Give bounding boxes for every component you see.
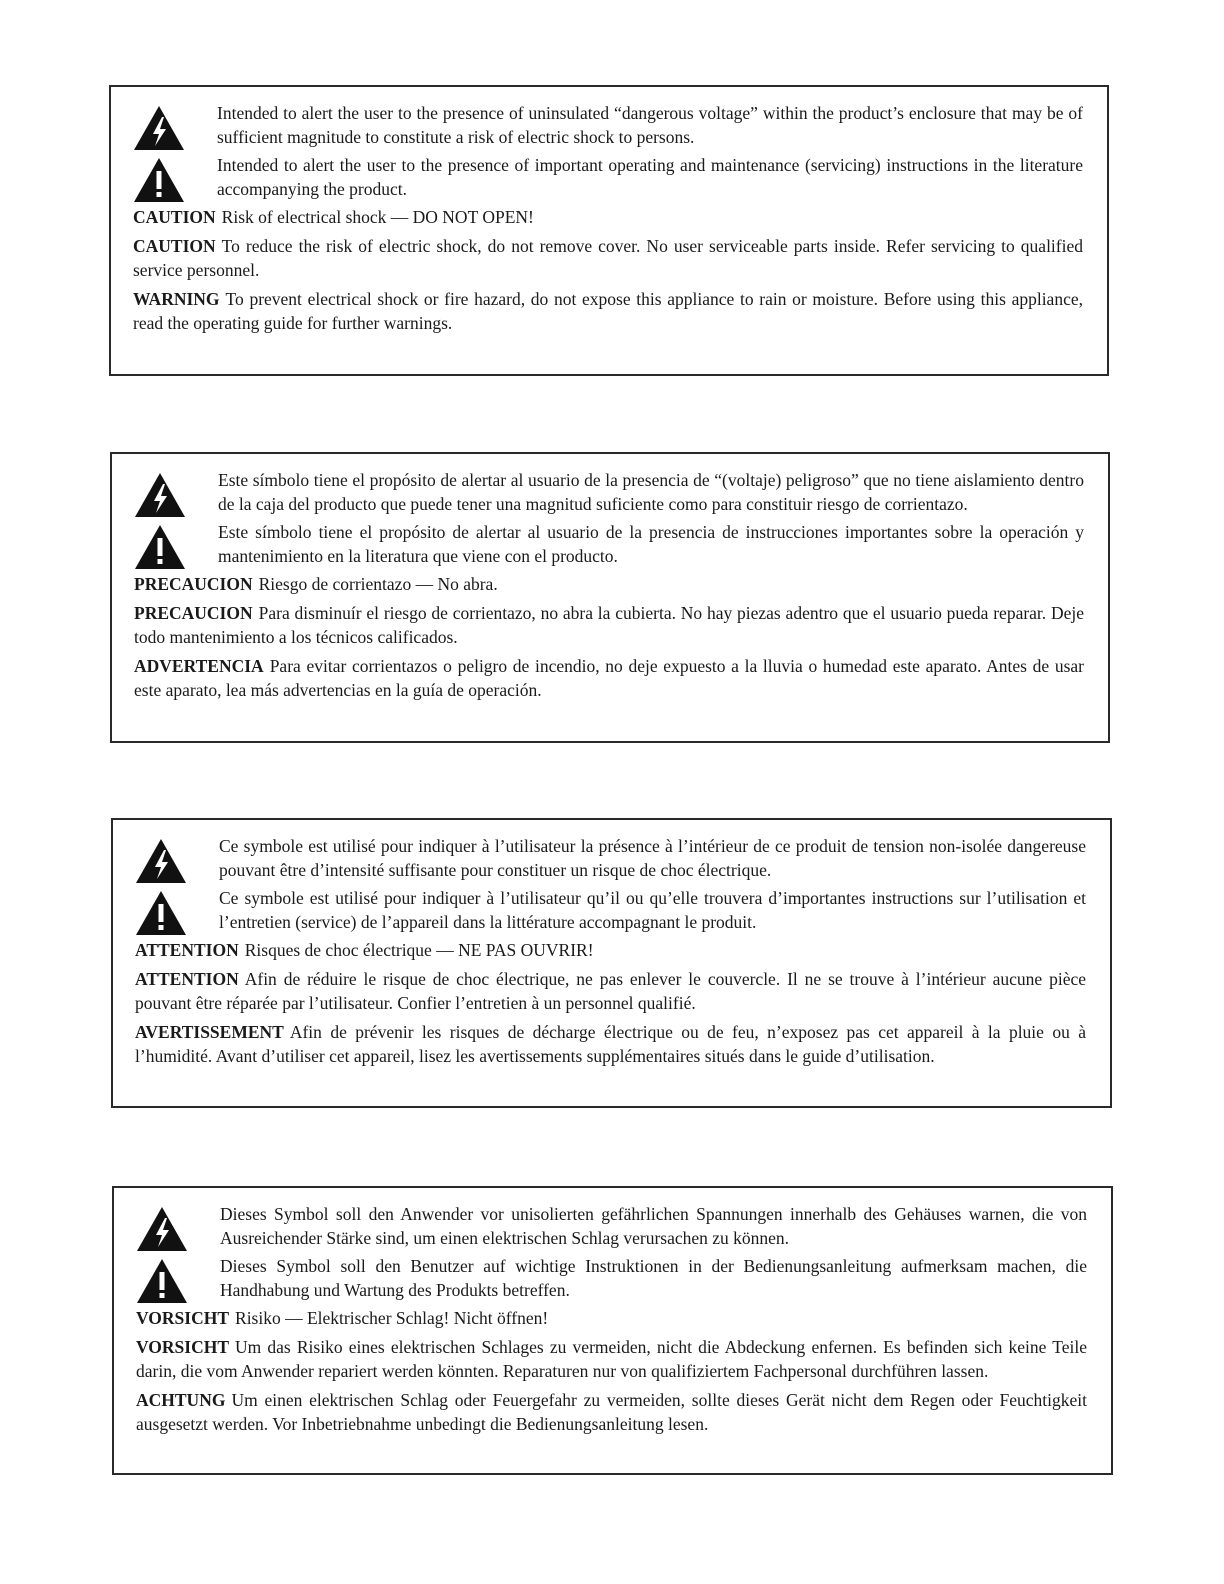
lightning-triangle-icon bbox=[133, 105, 185, 151]
caution-text: Um das Risiko eines elektrischen Schlages zu vermeiden, nicht die Abdeckung enfernen. Es befinden sich keine Teile darin, die vom Anwender repariert werden könnten. Reparaturen nur von qualifiziertem Fachpersonal durchführen lassen. bbox=[136, 1337, 1087, 1381]
caution-label: CAUTION bbox=[133, 236, 216, 256]
safety-box-german bbox=[112, 1186, 1113, 1475]
lightning-triangle-icon bbox=[136, 1206, 188, 1252]
warning-label: ACHTUNG bbox=[136, 1390, 226, 1410]
caution-label: VORSICHT bbox=[136, 1308, 230, 1328]
exclamation-triangle-icon bbox=[135, 890, 187, 936]
safety-box-french bbox=[111, 818, 1112, 1108]
symbol-row-instructions bbox=[135, 886, 1086, 934]
caution-paragraph bbox=[133, 234, 1083, 282]
warning-label: AVERTISSEMENT bbox=[135, 1022, 284, 1042]
warning-text: To prevent electrical shock or fire hazard, do not expose this appliance to rain or moisture. Before using this appliance, read the operating guide for further warnings. bbox=[133, 289, 1083, 333]
caution-paragraph bbox=[134, 572, 1084, 596]
caution-label: PRECAUCION bbox=[134, 574, 253, 594]
symbol-row-instructions bbox=[136, 1254, 1087, 1302]
symbol-row-voltage bbox=[134, 468, 1084, 516]
caution-text: Risiko — Elektrischer Schlag! Nicht öffnen! bbox=[235, 1308, 549, 1328]
warning-paragraph bbox=[135, 1020, 1086, 1068]
caution-text: Risques de choc électrique — NE PAS OUVRIR! bbox=[244, 940, 594, 960]
warning-paragraph bbox=[133, 287, 1083, 335]
caution-text: Para disminuír el riesgo de corrientazo, no abra la cubierta. No hay piezas adentro que el usuario pueda reparar. Deje todo mantenimiento a los técnicos calificados. bbox=[134, 603, 1084, 647]
caution-label: VORSICHT bbox=[136, 1337, 230, 1357]
caution-text: Afin de réduire le risque de choc électrique, ne pas enlever le couvercle. Il ne se trouve à l’intérieur aucune pièce pouvant être réparée par l’utilisateur. Confier l’entretien à un personnel qualifié. bbox=[135, 969, 1086, 1013]
symbol-voltage-text: Ce symbole est utilisé pour indiquer à l’utilisateur la présence à l’intérieur de ce produit de tension non-isolée dangereuse pouvant être d’intensité suffisante pour constituer un risque de choc électrique. bbox=[219, 836, 1086, 880]
caution-label: CAUTION bbox=[133, 207, 216, 227]
symbol-voltage-text: Intended to alert the user to the presence of uninsulated “dangerous voltage” within the product’s enclosure that may be of sufficient magnitude to constitute a risk of electric shock to persons. bbox=[217, 103, 1083, 147]
symbol-voltage-text: Este símbolo tiene el propósito de alertar al usuario de la presencia de “(voltaje) peligroso” que no tiene aislamiento dentro de la caja del producto que puede tener una magnitud suficiente como para constituir riesgo de corrientazo. bbox=[218, 470, 1084, 514]
warning-label: WARNING bbox=[133, 289, 220, 309]
symbol-instructions-text: Intended to alert the user to the presence of important operating and maintenance (servicing) instructions in the literature accompanying the product. bbox=[217, 155, 1083, 199]
caution-paragraph bbox=[135, 967, 1086, 1015]
caution-paragraph bbox=[134, 601, 1084, 649]
caution-text: Risk of electrical shock — DO NOT OPEN! bbox=[221, 207, 534, 227]
warning-paragraph bbox=[136, 1388, 1087, 1436]
warning-label: ADVERTENCIA bbox=[134, 656, 264, 676]
caution-text: Riesgo de corrientazo — No abra. bbox=[258, 574, 498, 594]
caution-label: ATTENTION bbox=[135, 969, 239, 989]
symbol-voltage-text: Dieses Symbol soll den Anwender vor unisolierten gefährlichen Spannungen innerhalb des Gehäuses warnen, die von Ausreichender Stärke sind, um einen elektrischen Schlag verursachen zu können. bbox=[220, 1204, 1087, 1248]
warning-paragraph bbox=[134, 654, 1084, 702]
lightning-triangle-icon bbox=[135, 838, 187, 884]
warning-text: Afin de prévenir les risques de décharge électrique ou de feu, n’exposez pas cet appareil à la pluie ou à l’humidité. Avant d’utiliser cet appareil, lisez les avertissements supplémentaires situés dans le guide d’utilisation. bbox=[135, 1022, 1086, 1066]
safety-box-spanish bbox=[110, 452, 1110, 743]
exclamation-triangle-icon bbox=[133, 157, 185, 203]
caution-label: PRECAUCION bbox=[134, 603, 253, 623]
caution-paragraph bbox=[135, 938, 1086, 962]
symbol-instructions-text: Este símbolo tiene el propósito de alertar al usuario de la presencia de instrucciones importantes sobre la operación y mantenimiento en la literatura que viene con el producto. bbox=[218, 522, 1084, 566]
caution-paragraph bbox=[136, 1306, 1087, 1330]
lightning-triangle-icon bbox=[134, 472, 186, 518]
warning-text: Um einen elektrischen Schlag oder Feuergefahr zu vermeiden, sollte dieses Gerät nicht dem Regen oder Feuchtigkeit ausgesetzt werden. Vor Inbetriebnahme unbedingt die Bedienungsanleitung lesen. bbox=[136, 1390, 1087, 1434]
caution-label: ATTENTION bbox=[135, 940, 239, 960]
exclamation-triangle-icon bbox=[134, 524, 186, 570]
symbol-row-instructions bbox=[133, 153, 1083, 201]
symbol-row-voltage bbox=[133, 101, 1083, 149]
caution-text: To reduce the risk of electric shock, do not remove cover. No user serviceable parts inside. Refer servicing to qualified service personnel. bbox=[133, 236, 1083, 280]
symbol-instructions-text: Ce symbole est utilisé pour indiquer à l’utilisateur qu’il ou qu’elle trouvera d’importantes instructions sur l’utilisation et l’entretien (service) de l’appareil dans la littérature accompagnant le produit. bbox=[219, 888, 1086, 932]
exclamation-triangle-icon bbox=[136, 1258, 188, 1304]
symbol-row-instructions bbox=[134, 520, 1084, 568]
warning-text: Para evitar corrientazos o peligro de incendio, no deje expuesto a la lluvia o humedad este aparato. Antes de usar este aparato, lea más advertencias en la guía de operación. bbox=[134, 656, 1084, 700]
symbol-row-voltage bbox=[136, 1202, 1087, 1250]
caution-paragraph bbox=[136, 1335, 1087, 1383]
symbol-row-voltage bbox=[135, 834, 1086, 882]
safety-box-english bbox=[109, 85, 1109, 376]
symbol-instructions-text: Dieses Symbol soll den Benutzer auf wichtige Instruktionen in der Bedienungsanleitung aufmerksam machen, die Handhabung und Wartung des Produkts betreffen. bbox=[220, 1256, 1087, 1300]
caution-paragraph bbox=[133, 205, 1083, 229]
